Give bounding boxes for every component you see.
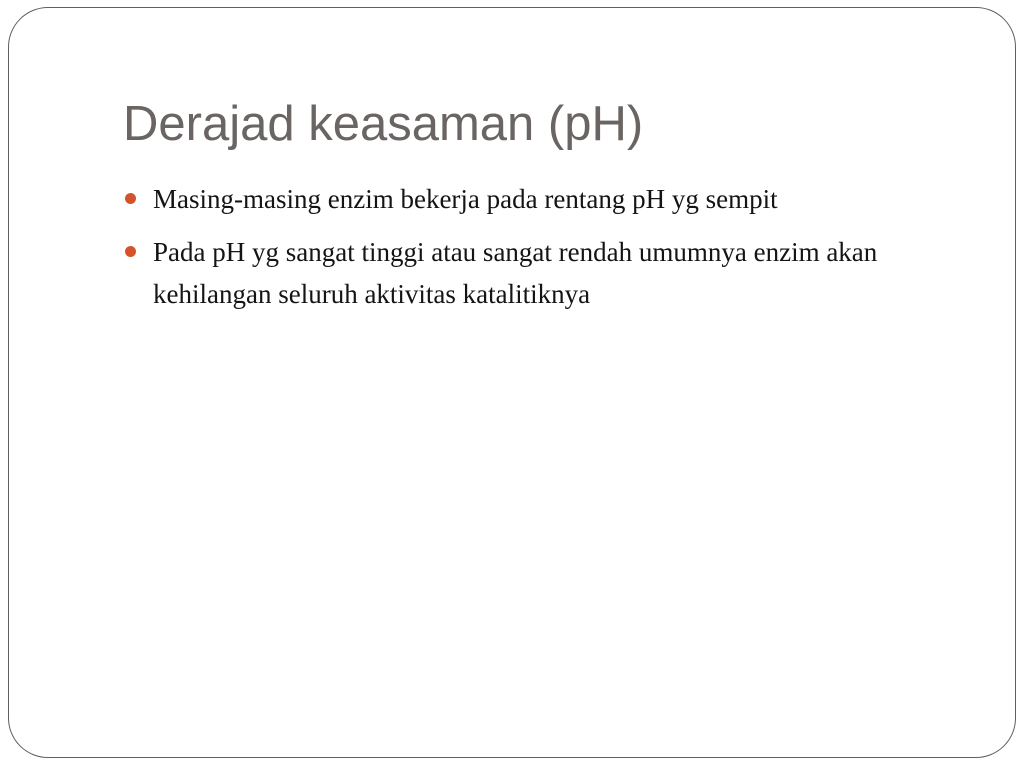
bullet-text: Masing-masing enzim bekerja pada rentang pH yg sempit <box>153 184 778 214</box>
bullet-list <box>125 178 985 326</box>
slide <box>8 7 1016 758</box>
slide-title: Derajad keasaman (pH) <box>123 97 644 151</box>
bullet-dot-icon <box>125 246 136 257</box>
bullet-dot-icon <box>125 193 136 204</box>
bullet-item <box>125 231 985 315</box>
bullet-text: Pada pH yg sangat tinggi atau sangat rendah umumnya enzim akan kehilangan seluruh aktivitas katalitiknya <box>153 237 878 309</box>
bullet-item <box>125 178 985 220</box>
